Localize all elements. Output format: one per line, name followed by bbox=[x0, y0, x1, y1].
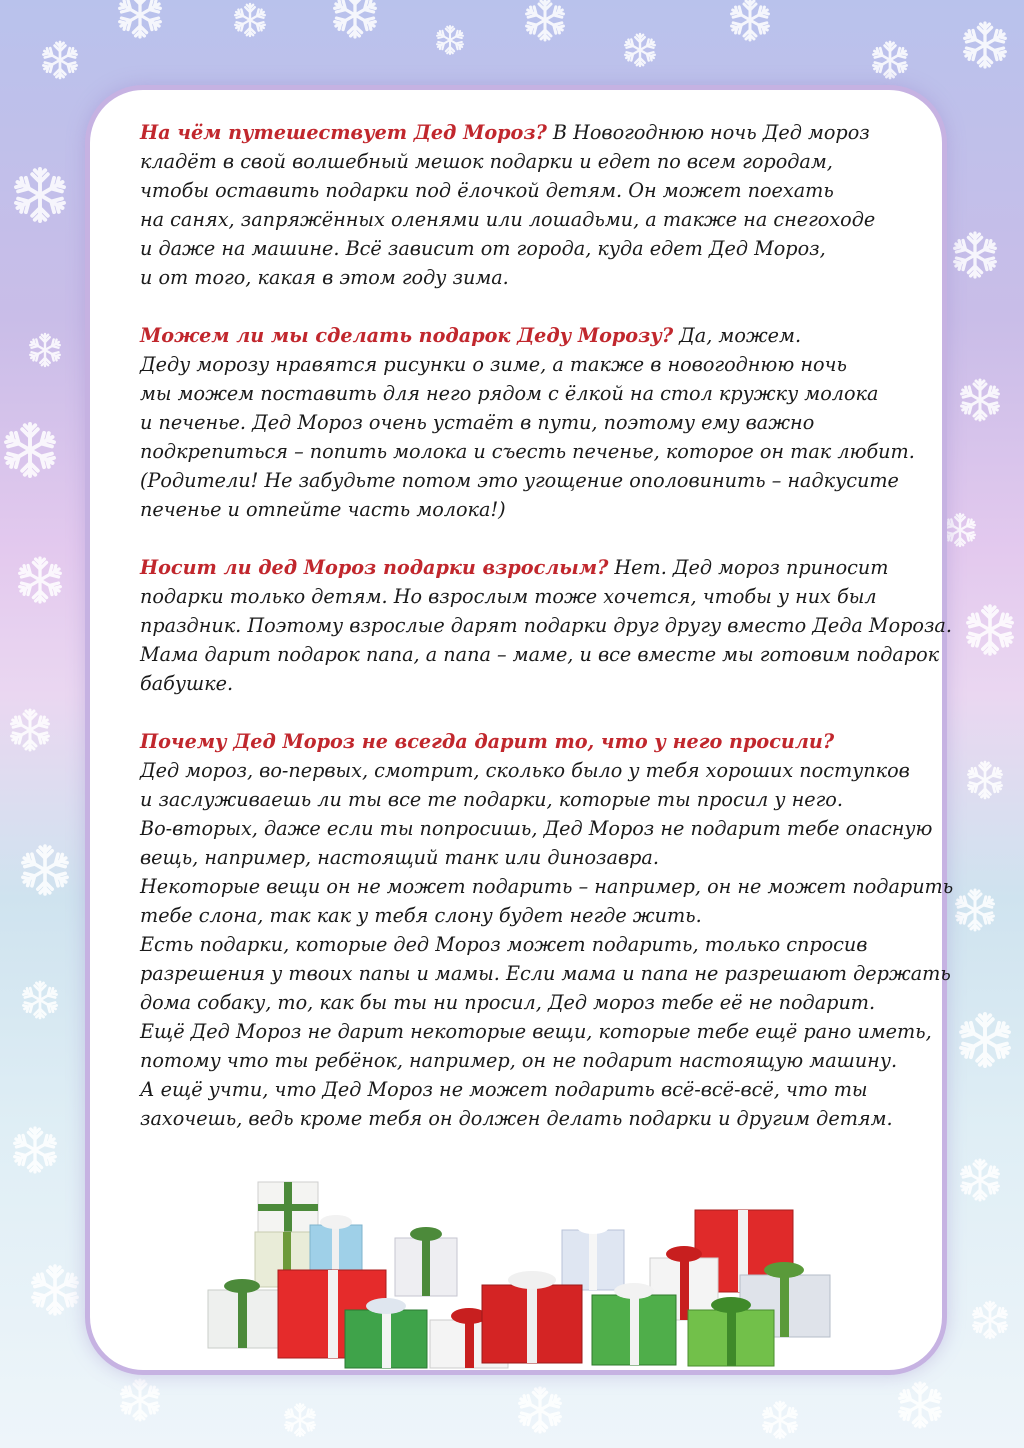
body-text: бабушке. bbox=[140, 672, 234, 695]
body-text: (Родители! Не забудьте потом это угощение ополовинить – надкусите bbox=[140, 469, 899, 492]
gift-box-icon bbox=[395, 1227, 457, 1296]
body-text: захочешь, ведь кроме тебя он должен делать подарки и другим детям. bbox=[140, 1107, 893, 1130]
body-text: Нет. Дед мороз приносит bbox=[608, 556, 889, 579]
gift-boxes-illustration bbox=[200, 1170, 840, 1370]
body-text: Во-вторых, даже если ты попросишь, Дед Мороз не подарит тебе опасную bbox=[140, 817, 933, 840]
text-line bbox=[140, 466, 940, 495]
body-text: и заслуживаешь ли ты все те подарки, которые ты просил у него. bbox=[140, 788, 843, 811]
body-text: Дед мороз, во-первых, смотрит, сколько было у тебя хороших поступков bbox=[140, 759, 910, 782]
text-line bbox=[140, 785, 940, 814]
body-text: печенье и отпейте часть молока!) bbox=[140, 498, 506, 521]
body-text: Деду морозу нравятся рисунки о зиме, а также в новогоднюю ночь bbox=[140, 353, 847, 376]
text-line bbox=[140, 437, 940, 466]
text-line bbox=[140, 872, 954, 901]
body-text: кладёт в свой волшебный мешок подарки и едет по всем городам, bbox=[140, 150, 833, 173]
text-line bbox=[140, 1075, 940, 1104]
text-line bbox=[140, 147, 940, 176]
gift-box-icon bbox=[592, 1283, 676, 1365]
body-text: Да, можем. bbox=[673, 324, 802, 347]
body-text: Некоторые вещи он не может подарить – например, он не может подарить bbox=[140, 875, 954, 898]
body-text: тебе слона, так как у тебя слону будет негде жить. bbox=[140, 904, 702, 927]
text-line bbox=[140, 1046, 940, 1075]
body-text: Ещё Дед Мороз не дарит некоторые вещи, которые тебе ещё рано иметь, bbox=[140, 1020, 932, 1043]
body-text: праздник. Поэтому взрослые дарят подарки друг другу вместо Деда Мороза. bbox=[140, 614, 952, 637]
gift-box-icon bbox=[562, 1220, 624, 1290]
body-text: и печенье. Дед Мороз очень устаёт в пути, поэтому ему важно bbox=[140, 411, 815, 434]
text-line bbox=[140, 118, 940, 147]
body-text: и даже на машине. Всё зависит от города, куда едет Дед Мороз, bbox=[140, 237, 826, 260]
question-heading: Можем ли мы сделать подарок Деду Морозу? bbox=[140, 324, 674, 347]
gift-box-icon bbox=[482, 1271, 582, 1363]
body-text: на санях, запряжённых оленями или лошадьми, а также на снегоходе bbox=[140, 208, 876, 231]
text-line bbox=[140, 640, 940, 669]
text-line bbox=[140, 495, 940, 524]
body-text: подкрепиться – попить молока и съесть печенье, которое он так любит. bbox=[140, 440, 915, 463]
question-heading: Носит ли дед Мороз подарки взрослым? bbox=[140, 556, 609, 579]
body-text: Есть подарки, которые дед Мороз может подарить, только спросив bbox=[140, 933, 868, 956]
text-line bbox=[140, 901, 940, 930]
paragraph bbox=[140, 321, 940, 524]
text-line bbox=[140, 669, 940, 698]
body-text: мы можем поставить для него рядом с ёлкой на стол кружку молока bbox=[140, 382, 879, 405]
body-text: чтобы оставить подарки под ёлочкой детям. Он может поехать bbox=[140, 179, 834, 202]
text-line bbox=[140, 321, 940, 350]
question-heading: Почему Дед Мороз не всегда дарит то, что у него просили? bbox=[140, 730, 835, 753]
text-line bbox=[140, 988, 940, 1017]
body-text: разрешения у твоих папы и мамы. Если мама и папа не разрешают держать bbox=[140, 962, 951, 985]
text-line bbox=[140, 1104, 940, 1133]
gift-box-icon bbox=[208, 1279, 278, 1348]
text-line bbox=[140, 611, 952, 640]
text-line bbox=[140, 350, 940, 379]
text-line bbox=[140, 814, 940, 843]
body-text: В Новогоднюю ночь Дед мороз bbox=[546, 121, 870, 144]
text-line bbox=[140, 234, 940, 263]
text-line bbox=[140, 408, 940, 437]
text-line bbox=[140, 727, 940, 756]
text-line bbox=[140, 379, 940, 408]
question-heading: На чём путешествует Дед Мороз? bbox=[140, 121, 547, 144]
text-line bbox=[140, 205, 940, 234]
text-line bbox=[140, 756, 940, 785]
gift-box-icon bbox=[258, 1182, 318, 1237]
text-line bbox=[140, 930, 940, 959]
body-text: потому что ты ребёнок, например, он не подарит настоящую машину. bbox=[140, 1049, 898, 1072]
body-text: и от того, какая в этом году зима. bbox=[140, 266, 509, 289]
article-text bbox=[140, 118, 954, 1162]
text-line bbox=[140, 843, 940, 872]
text-line bbox=[140, 959, 951, 988]
text-line bbox=[140, 1017, 940, 1046]
paragraph bbox=[140, 118, 940, 292]
text-line bbox=[140, 582, 940, 611]
body-text: дома собаку, то, как бы ты ни просил, Дед мороз тебе её не подарит. bbox=[140, 991, 876, 1014]
text-line bbox=[140, 176, 940, 205]
text-line bbox=[140, 553, 940, 582]
body-text: вещь, например, настоящий танк или динозавра. bbox=[140, 846, 659, 869]
paragraph bbox=[140, 553, 952, 698]
text-line bbox=[140, 263, 940, 292]
paragraph bbox=[140, 727, 954, 1133]
body-text: подарки только детям. Но взрослым тоже хочется, чтобы у них был bbox=[140, 585, 877, 608]
body-text: А ещё учти, что Дед Мороз не может подарить всё-всё-всё, что ты bbox=[140, 1078, 868, 1101]
body-text: Мама дарит подарок папа, а папа – маме, и все вместе мы готовим подарок bbox=[140, 643, 940, 666]
